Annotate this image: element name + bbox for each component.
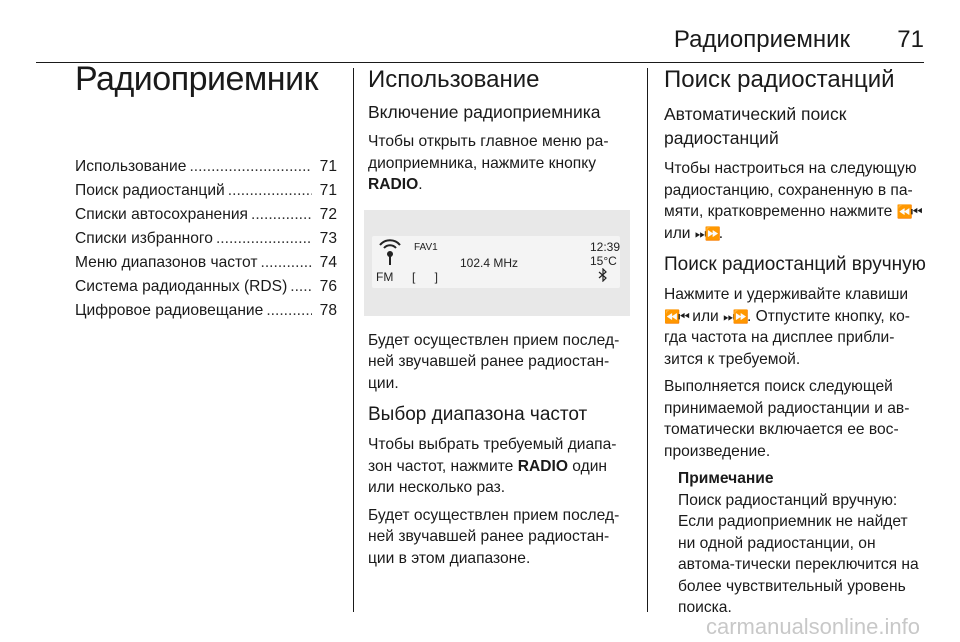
- note-title: Примечание: [678, 470, 774, 487]
- paragraph: Будет осуществлен прием послед-ней звучавшей ранее радиостан-ции в этом диапазоне.: [368, 506, 620, 567]
- toc-label: Списки автосохранения: [75, 206, 248, 223]
- paragraph: Чтобы настроиться на следующую радиостанцию, сохраненную в па-мяти, кратковременно нажмите ⏪⏮ или ⏭⏩.: [664, 160, 921, 242]
- toc-entry[interactable]: [75, 299, 337, 323]
- toc-entry[interactable]: [75, 179, 337, 203]
- toc-leader: [189, 155, 312, 179]
- subsection-title: Поиск радиостанций вручную: [664, 254, 926, 275]
- time-label: 12:39: [590, 239, 621, 254]
- toc-leader: [266, 299, 312, 323]
- toc-label: Меню диапазонов частот: [75, 254, 258, 271]
- page-header: [36, 26, 924, 56]
- toc-leader: [290, 275, 312, 299]
- toc-page-number: 71: [319, 182, 337, 199]
- toc-page-number: 72: [319, 206, 337, 223]
- search-column: [664, 66, 926, 619]
- paragraph: [368, 131, 630, 196]
- toc-page-number: 74: [319, 254, 337, 271]
- toc-page-number: 73: [319, 230, 337, 247]
- frequency-label: 102.4 MHz: [460, 255, 519, 270]
- radio-wave-icon: [376, 238, 404, 266]
- toc-label: Использование: [75, 158, 187, 175]
- display-panel: [372, 236, 620, 288]
- toc-page-number: 78: [319, 302, 337, 319]
- text: или: [664, 224, 691, 242]
- section-title: Поиск радиостанций: [664, 66, 895, 93]
- subsection-title: Выбор диапазона частот: [368, 404, 588, 425]
- column-divider: [647, 68, 648, 612]
- toc-leader: [260, 251, 312, 275]
- section-title: Использование: [368, 66, 540, 93]
- text: или: [692, 307, 719, 325]
- seek-forward-icon: ⏭⏩: [723, 308, 747, 324]
- text: Чтобы открыть главное меню ра-диоприемника, нажмите кнопку: [368, 133, 609, 172]
- column-divider: [353, 68, 354, 612]
- toc-entry[interactable]: [75, 203, 337, 227]
- text: .: [418, 176, 423, 193]
- bluetooth-icon: [598, 268, 608, 282]
- usage-column: [368, 66, 630, 569]
- paragraph: Будет осуществлен прием послед-ней звучавшей ранее радиостан-ции.: [368, 331, 620, 392]
- toc-page-number: 76: [319, 278, 337, 295]
- text: Чтобы выбрать требуемый диапа-зон частот, нажмите: [368, 436, 617, 475]
- radio-key-label: RADIO: [368, 176, 419, 193]
- temperature-label: 15°C: [590, 253, 617, 268]
- band-label: FM: [376, 269, 394, 284]
- paragraph: Выполняется поиск следующей принимаемой радиостанции и ав-томатически включается ее вос-произведение.: [664, 378, 910, 460]
- seek-back-icon: ⏪⏮: [896, 204, 921, 219]
- note-body: Поиск радиостанций вручную: Если радиоприемник не найдет ни одной радиостанции, он автома-тически переключится на более чувствительный уровень поиска.: [678, 491, 919, 616]
- toc-label: Система радиоданных (RDS): [75, 278, 288, 295]
- header-title: Радиоприемник: [673, 26, 850, 53]
- subsection-title: Автоматический поиск радиостанций: [664, 104, 847, 148]
- page-number: 71: [897, 26, 924, 53]
- paragraph: [368, 434, 630, 499]
- toc-entry[interactable]: [75, 155, 337, 179]
- fav-label: FAV1: [414, 241, 438, 253]
- toc-column: [75, 60, 337, 323]
- text: . Отпустите кнопку, ко-гда частота на дисплее прибли-зится к требуемой.: [664, 307, 910, 368]
- toc-entry[interactable]: [75, 227, 337, 251]
- toc-leader: [216, 227, 312, 251]
- toc-label: Списки избранного: [75, 230, 213, 247]
- text: Нажмите и удерживайте клавиши: [664, 286, 909, 303]
- toc-label: Поиск радиостанций: [75, 182, 225, 199]
- toc-page-number: 71: [319, 158, 337, 175]
- toc-leader: [251, 203, 312, 227]
- preset-slots: [ ]: [412, 269, 447, 284]
- table-of-contents: [75, 155, 337, 323]
- subsection-title: Включение радиоприемника: [368, 102, 601, 122]
- text: один или несколько раз.: [368, 457, 608, 496]
- radio-display-image: [364, 210, 630, 316]
- footer-watermark: carmanualsonline.info: [705, 614, 920, 639]
- seek-back-icon: ⏪⏮: [664, 308, 688, 324]
- toc-entry[interactable]: [75, 275, 337, 299]
- seek-forward-icon: ⏭⏩: [694, 225, 719, 241]
- toc-label: Цифровое радиовещание: [75, 302, 264, 319]
- paragraph: [664, 284, 926, 370]
- text: Чтобы настроиться на следующую радиостанцию, сохраненную в па-мяти, кратковременно нажмите: [664, 160, 917, 220]
- toc-leader: [228, 179, 312, 203]
- note-box: [678, 468, 926, 619]
- radio-key-label: RADIO: [517, 457, 568, 475]
- toc-entry[interactable]: [75, 251, 337, 275]
- chapter-title: Радиоприемник: [75, 60, 318, 98]
